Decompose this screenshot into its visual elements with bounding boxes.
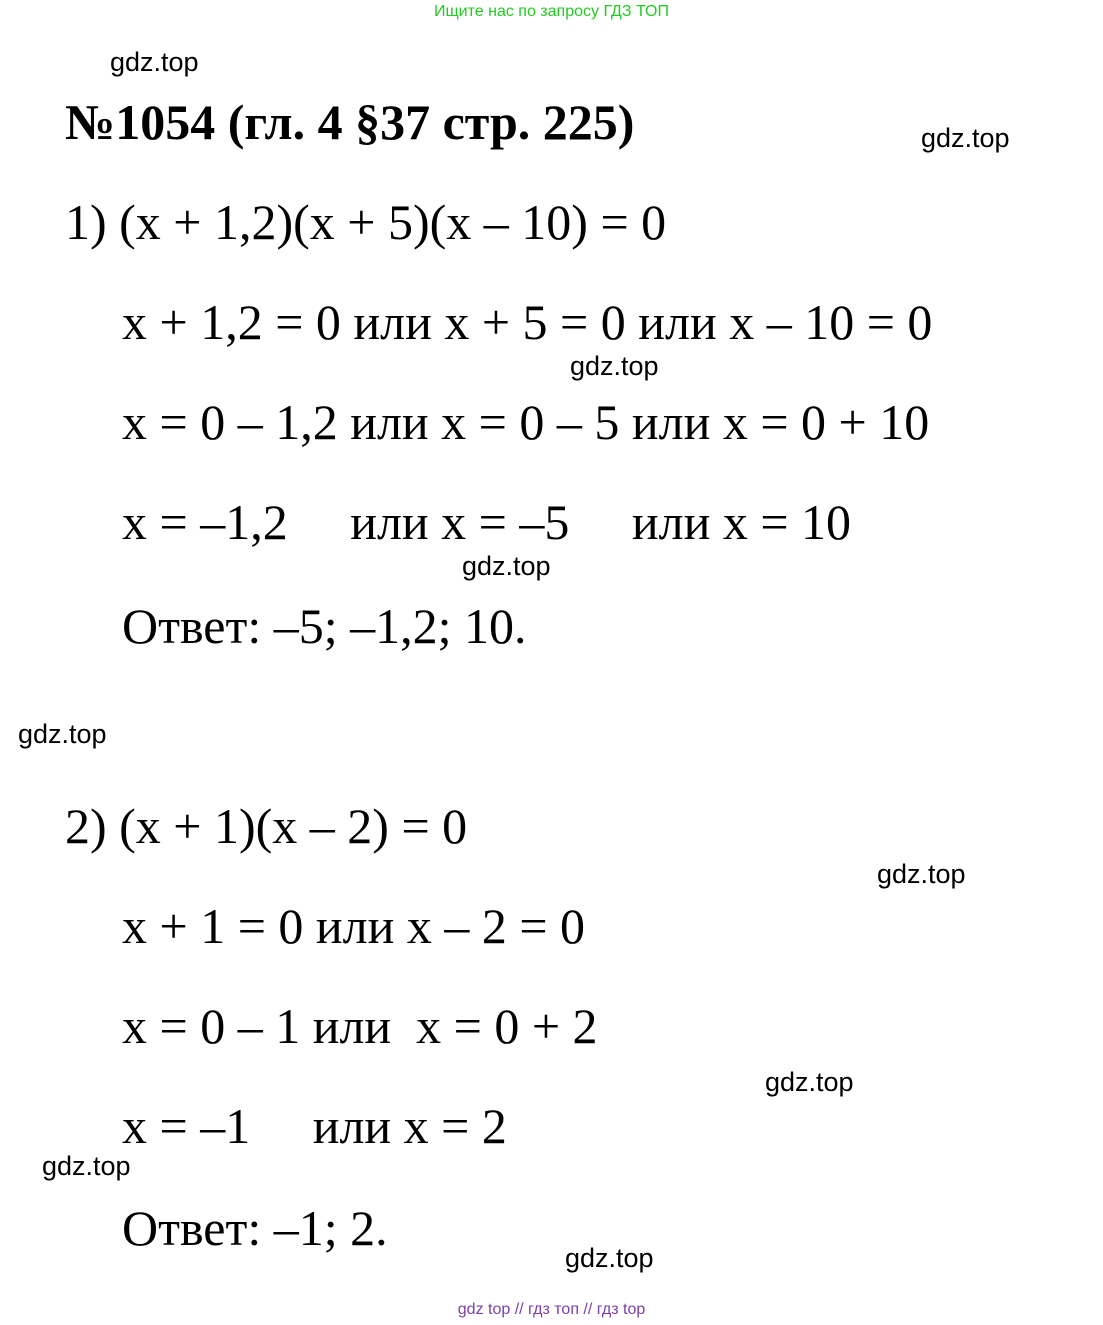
watermark: gdz.top [570, 351, 659, 381]
problem-1-answer: Ответ: –5; –1,2; 10. [122, 598, 527, 654]
watermark: gdz.top [18, 719, 107, 749]
problem-1-line-2: x + 1,2 = 0 или x + 5 = 0 или x – 10 = 0 [122, 294, 933, 350]
watermark: gdz.top [765, 1067, 854, 1097]
exercise-title: №1054 (гл. 4 §37 стр. 225) [65, 94, 635, 150]
watermark: gdz.top [42, 1151, 131, 1181]
problem-2-answer: Ответ: –1; 2. [122, 1200, 388, 1256]
problem-1-line-4: x = –1,2 или x = –5 или x = 10 [122, 494, 852, 550]
problem-1-label: 1) [65, 194, 107, 250]
top-banner: Ищите нас по запросу ГДЗ ТОП [434, 3, 669, 20]
watermark: gdz.top [921, 123, 1010, 153]
problem-2-line-1: (x + 1)(x – 2) = 0 [119, 798, 468, 854]
problem-2-line-2: x + 1 = 0 или x – 2 = 0 [122, 898, 586, 954]
problem-2-equation [65, 796, 467, 856]
problem-2-line-3: x = 0 – 1 или x = 0 + 2 [122, 998, 598, 1054]
problem-1-line-1: (x + 1,2)(x + 5)(x – 10) = 0 [119, 194, 667, 250]
problem-2-label: 2) [65, 798, 107, 854]
problem-1-line-3: x = 0 – 1,2 или x = 0 – 5 или x = 0 + 10 [122, 394, 930, 450]
problem-2-line-4: x = –1 или x = 2 [122, 1098, 507, 1154]
watermark: gdz.top [462, 551, 551, 581]
problem-1-equation [65, 192, 666, 252]
watermark: gdz.top [877, 859, 966, 889]
watermark: gdz.top [565, 1243, 654, 1273]
watermark: gdz.top [110, 47, 199, 77]
footer-links: gdz top // гдз топ // гдз top [457, 1301, 646, 1318]
